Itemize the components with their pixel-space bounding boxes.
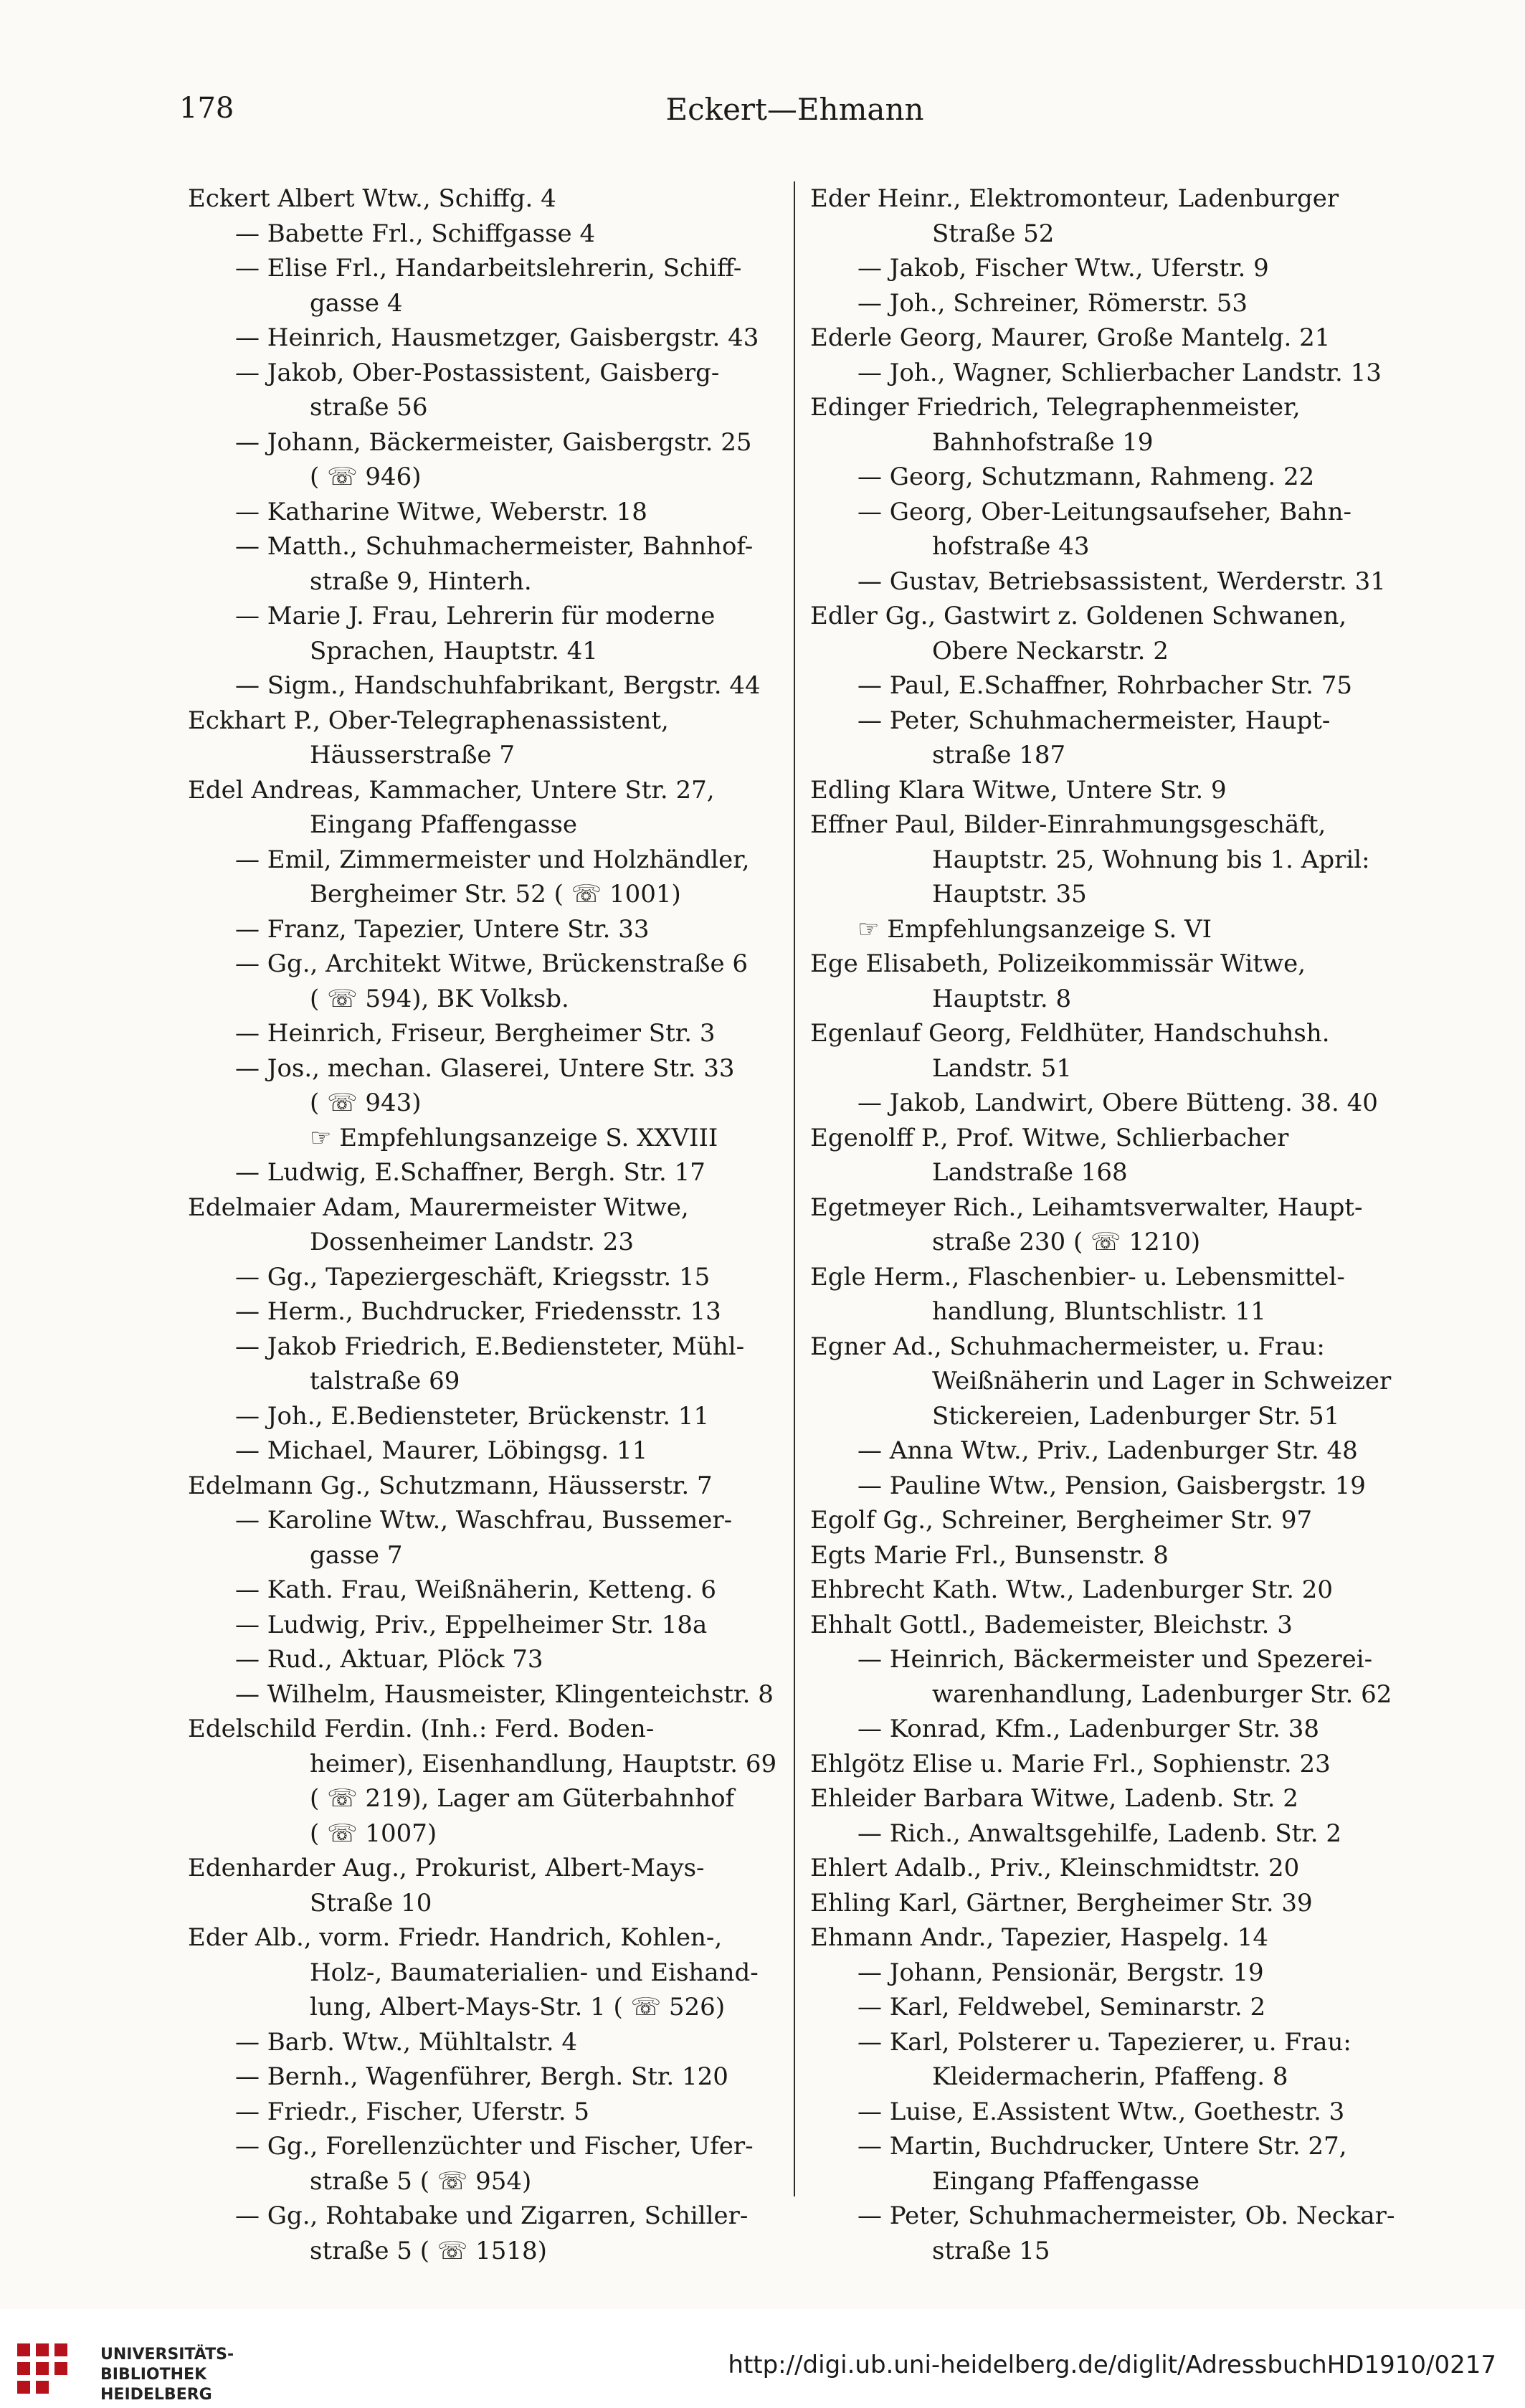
directory-entry: warenhandlung, Ladenburger Str. 62 (932, 1679, 1392, 1709)
directory-entry: Ehling Karl, Gärtner, Bergheimer Str. 39 (810, 1888, 1313, 1918)
directory-entry: Straße 52 (932, 219, 1055, 248)
directory-entry: — Marie J. Frau, Lehrerin für moderne (235, 602, 716, 630)
directory-entry: Dossenheimer Landstr. 23 (310, 1228, 634, 1256)
directory-entry: heimer), Eisenhandlung, Hauptstr. 69 (310, 1749, 777, 1778)
directory-entry: straße 9, Hinterh. (310, 567, 532, 596)
running-title: Eckert—Ehmann (665, 92, 924, 127)
directory-entry: — Georg, Ober-Leitungsaufseher, Bahn- (857, 497, 1351, 526)
directory-entry: — Heinrich, Hausmetzger, Gaisbergstr. 43 (235, 323, 759, 352)
directory-entry: Ehleider Barbara Witwe, Ladenb. Str. 2 (810, 1784, 1298, 1813)
directory-entry: — Kath. Frau, Weißnäherin, Ketteng. 6 (235, 1575, 716, 1604)
directory-entry: — Sigm., Handschuhfabrikant, Bergstr. 44 (235, 671, 761, 700)
directory-entry: — Rud., Aktuar, Plöck 73 (235, 1645, 543, 1674)
directory-entry: Effner Paul, Bilder-Einrahmungsgeschäft, (810, 810, 1326, 839)
directory-entry: straße 187 (932, 741, 1066, 769)
directory-entry: Ederle Georg, Maurer, Große Mantelg. 21 (810, 323, 1331, 352)
directory-entry: — Heinrich, Friseur, Bergheimer Str. 3 (235, 1019, 716, 1048)
directory-entry: Kleidermacherin, Pfaffeng. 8 (932, 2062, 1288, 2091)
directory-entry: Ege Elisabeth, Polizeikommissär Witwe, (810, 949, 1306, 978)
footer (0, 2309, 1525, 2408)
directory-entry: — Georg, Schutzmann, Rahmeng. 22 (857, 463, 1315, 491)
directory-entry: Eckhart P., Ober-Telegraphenassistent, (188, 706, 669, 735)
directory-entry: gasse 7 (310, 1540, 403, 1570)
directory-entry: — Johann, Pensionär, Bergstr. 19 (857, 1958, 1264, 1987)
directory-entry: — Jakob, Ober-Postassistent, Gaisberg- (235, 358, 720, 387)
directory-entry: — Wilhelm, Hausmeister, Klingenteichstr. 8 (235, 1679, 774, 1709)
directory-entry: Ehlgötz Elise u. Marie Frl., Sophienstr. 23 (810, 1749, 1331, 1778)
directory-entry: Edelmaier Adam, Maurermeister Witwe, (188, 1193, 689, 1222)
directory-entry: — Rich., Anwaltsgehilfe, Ladenb. Str. 2 (857, 1819, 1342, 1848)
directory-entry: — Gg., Tapeziergeschäft, Kriegsstr. 15 (235, 1262, 711, 1291)
directory-entry: — Karoline Wtw., Waschfrau, Bussemer- (235, 1506, 733, 1535)
directory-entry: — Joh., E.Bediensteter, Brückenstr. 11 (235, 1401, 710, 1431)
directory-entry: — Pauline Wtw., Pension, Gaisbergstr. 19 (857, 1471, 1366, 1500)
page-header (179, 92, 1410, 135)
directory-entry: — Joh., Schreiner, Römerstr. 53 (857, 288, 1248, 318)
directory-entry: — Peter, Schuhmachermeister, Haupt- (857, 706, 1331, 735)
directory-entry: — Karl, Polsterer u. Tapezierer, u. Frau: (857, 2027, 1351, 2057)
directory-entry: — Jakob, Fischer Wtw., Uferstr. 9 (857, 254, 1269, 283)
directory-entry: Straße 10 (310, 1888, 432, 1918)
directory-entry: ( ☏ 943) (310, 1089, 422, 1117)
directory-entry: Egner Ad., Schuhmachermeister, u. Frau: (810, 1332, 1325, 1361)
directory-entry: — Matth., Schuhmachermeister, Bahnhof- (235, 532, 754, 561)
directory-entry: Edinger Friedrich, Telegraphenmeister, (810, 393, 1301, 422)
right-column (810, 181, 1420, 2268)
directory-entry: straße 230 ( ☏ 1210) (932, 1228, 1201, 1256)
directory-entry: Eckert Albert Wtw., Schiffg. 4 (188, 184, 556, 213)
directory-entry: Edenharder Aug., Prokurist, Albert-Mays- (188, 1854, 705, 1882)
directory-entry: ☞ Empfehlungsanzeige S. XXVIII (310, 1123, 718, 1152)
directory-entry: Hauptstr. 8 (932, 984, 1072, 1013)
directory-entry: Egenolff P., Prof. Witwe, Schlierbacher (810, 1123, 1289, 1152)
directory-entry: ( ☏ 946) (310, 463, 422, 491)
directory-entry: Edelschild Ferdin. (Inh.: Ferd. Boden- (188, 1715, 655, 1743)
page-number: 178 (179, 92, 234, 125)
directory-entry: — Martin, Buchdrucker, Untere Str. 27, (857, 2132, 1347, 2161)
directory-entry: talstraße 69 (310, 1367, 460, 1395)
library-name-line: BIBLIOTHEK (100, 2366, 207, 2384)
directory-entry: Ehbrecht Kath. Wtw., Ladenburger Str. 20 (810, 1575, 1334, 1604)
directory-entry: — Gg., Forellenzüchter und Fischer, Ufer- (235, 2132, 754, 2161)
directory-entry: — Luise, E.Assistent Wtw., Goethestr. 3 (857, 2097, 1345, 2126)
directory-entry: Ehlert Adalb., Priv., Kleinschmidtstr. 20 (810, 1854, 1300, 1882)
directory-entry: — Paul, E.Schaffner, Rohrbacher Str. 75 (857, 671, 1352, 700)
directory-entry: Holz-, Baumaterialien- und Eishand- (310, 1958, 759, 1987)
library-name-line: UNIVERSITÄTS- (100, 2346, 234, 2364)
directory-entry: ( ☏ 594), BK Volksb. (310, 984, 569, 1013)
directory-entry: — Babette Frl., Schiffgasse 4 (235, 219, 596, 248)
directory-entry: Obere Neckarstr. 2 (932, 636, 1169, 665)
directory-entry: — Konrad, Kfm., Ladenburger Str. 38 (857, 1715, 1320, 1743)
directory-entry: — Anna Wtw., Priv., Ladenburger Str. 48 (857, 1436, 1358, 1465)
directory-entry: — Gg., Rohtabake und Zigarren, Schiller- (235, 2201, 749, 2230)
directory-entry: straße 56 (310, 393, 428, 422)
directory-entry: — Jakob, Landwirt, Obere Bütteng. 38. 40 (857, 1089, 1378, 1117)
directory-entry: — Karl, Feldwebel, Seminarstr. 2 (857, 1993, 1266, 2021)
directory-entry: — Joh., Wagner, Schlierbacher Landstr. 13 (857, 358, 1382, 387)
university-library-logo (10, 2336, 82, 2408)
directory-entry: — Friedr., Fischer, Uferstr. 5 (235, 2097, 589, 2126)
source-url[interactable]: http://digi.ub.uni-heidelberg.de/diglit/AdressbuchHD1910/0217 (728, 2351, 1496, 2379)
directory-entry: — Barb. Wtw., Mühltalstr. 4 (235, 2027, 577, 2057)
directory-entry: — Johann, Bäckermeister, Gaisbergstr. 25 (235, 427, 752, 457)
directory-entry: — Bernh., Wagenführer, Bergh. Str. 120 (235, 2062, 728, 2091)
directory-entry: Edler Gg., Gastwirt z. Goldenen Schwanen, (810, 602, 1347, 630)
directory-entry: Eder Heinr., Elektromonteur, Ladenburger (810, 184, 1339, 213)
directory-entry: Hauptstr. 25, Wohnung bis 1. April: (932, 845, 1370, 874)
directory-entry: straße 5 ( ☏ 1518) (310, 2236, 547, 2265)
directory-entry: Egolf Gg., Schreiner, Bergheimer Str. 97 (810, 1506, 1313, 1535)
directory-entry: — Jakob Friedrich, E.Bediensteter, Mühl- (235, 1332, 745, 1361)
directory-entry: Ehmann Andr., Tapezier, Haspelg. 14 (810, 1923, 1268, 1952)
directory-entry: Stickereien, Ladenburger Str. 51 (932, 1401, 1340, 1431)
directory-entry: lung, Albert-Mays-Str. 1 ( ☏ 526) (310, 1993, 726, 2021)
directory-entry: Bahnhofstraße 19 (932, 427, 1154, 457)
directory-entry: gasse 4 (310, 288, 403, 318)
directory-entry: Eingang Pfaffengasse (932, 2166, 1200, 2196)
directory-entry: Landstr. 51 (932, 1053, 1073, 1083)
directory-entry: — Gg., Architekt Witwe, Brückenstraße 6 (235, 949, 749, 978)
directory-entry: — Gustav, Betriebsassistent, Werderstr. 31 (857, 567, 1386, 596)
directory-entry: — Elise Frl., Handarbeitslehrerin, Schiff- (235, 254, 742, 283)
directory-entry: — Franz, Tapezier, Untere Str. 33 (235, 914, 650, 944)
directory-entry: — Jos., mechan. Glaserei, Untere Str. 33 (235, 1053, 735, 1083)
directory-entry: Egetmeyer Rich., Leihamtsverwalter, Haupt- (810, 1193, 1363, 1222)
directory-entry: Edel Andreas, Kammacher, Untere Str. 27, (188, 775, 715, 805)
directory-entry: — Michael, Maurer, Löbingsg. 11 (235, 1436, 648, 1465)
directory-entry: ( ☏ 1007) (310, 1819, 437, 1848)
directory-entry: straße 15 (932, 2236, 1050, 2265)
directory-entry: Egle Herm., Flaschenbier- u. Lebensmittel- (810, 1262, 1345, 1291)
directory-entry: — Herm., Buchdrucker, Friedensstr. 13 (235, 1297, 721, 1326)
library-name-line: HEIDELBERG (100, 2386, 212, 2404)
directory-entry: Egts Marie Frl., Bunsenstr. 8 (810, 1540, 1169, 1570)
directory-entry: handlung, Bluntschlistr. 11 (932, 1297, 1266, 1326)
directory-entry: Sprachen, Hauptstr. 41 (310, 636, 598, 665)
directory-entry: straße 5 ( ☏ 954) (310, 2166, 532, 2196)
column-divider (794, 181, 795, 2196)
library-name (100, 2345, 234, 2405)
directory-entry: — Emil, Zimmermeister und Holzhändler, (235, 845, 750, 874)
directory-entry: Eder Alb., vorm. Friedr. Handrich, Kohlen-, (188, 1923, 723, 1952)
directory-entry: Weißnäherin und Lager in Schweizer (932, 1367, 1392, 1395)
directory-entry: Hauptstr. 35 (932, 880, 1087, 909)
directory-entry: Egenlauf Georg, Feldhüter, Handschuhsh. (810, 1019, 1330, 1048)
directory-entry: Edling Klara Witwe, Untere Str. 9 (810, 775, 1227, 805)
directory-entry: ☞ Empfehlungsanzeige S. VI (857, 914, 1212, 944)
directory-entry: — Katharine Witwe, Weberstr. 18 (235, 497, 647, 526)
directory-entry: — Ludwig, E.Schaffner, Bergh. Str. 17 (235, 1158, 706, 1187)
left-column (188, 181, 797, 2268)
directory-entry: hofstraße 43 (932, 532, 1090, 561)
directory-entry: Landstraße 168 (932, 1158, 1128, 1187)
directory-entry: — Heinrich, Bäckermeister und Spezerei- (857, 1645, 1373, 1674)
directory-entry: — Peter, Schuhmachermeister, Ob. Neckar- (857, 2201, 1395, 2230)
directory-entry: ( ☏ 219), Lager am Güterbahnhof (310, 1784, 735, 1813)
directory-entry: Bergheimer Str. 52 ( ☏ 1001) (310, 880, 681, 909)
directory-entry: — Ludwig, Priv., Eppelheimer Str. 18a (235, 1610, 708, 1639)
directory-entry: Ehhalt Gottl., Bademeister, Bleichstr. 3 (810, 1610, 1293, 1639)
directory-entry: Eingang Pfaffengasse (310, 810, 578, 839)
directory-entry: Häusserstraße 7 (310, 741, 515, 769)
directory-entry: Edelmann Gg., Schutzmann, Häusserstr. 7 (188, 1471, 713, 1500)
